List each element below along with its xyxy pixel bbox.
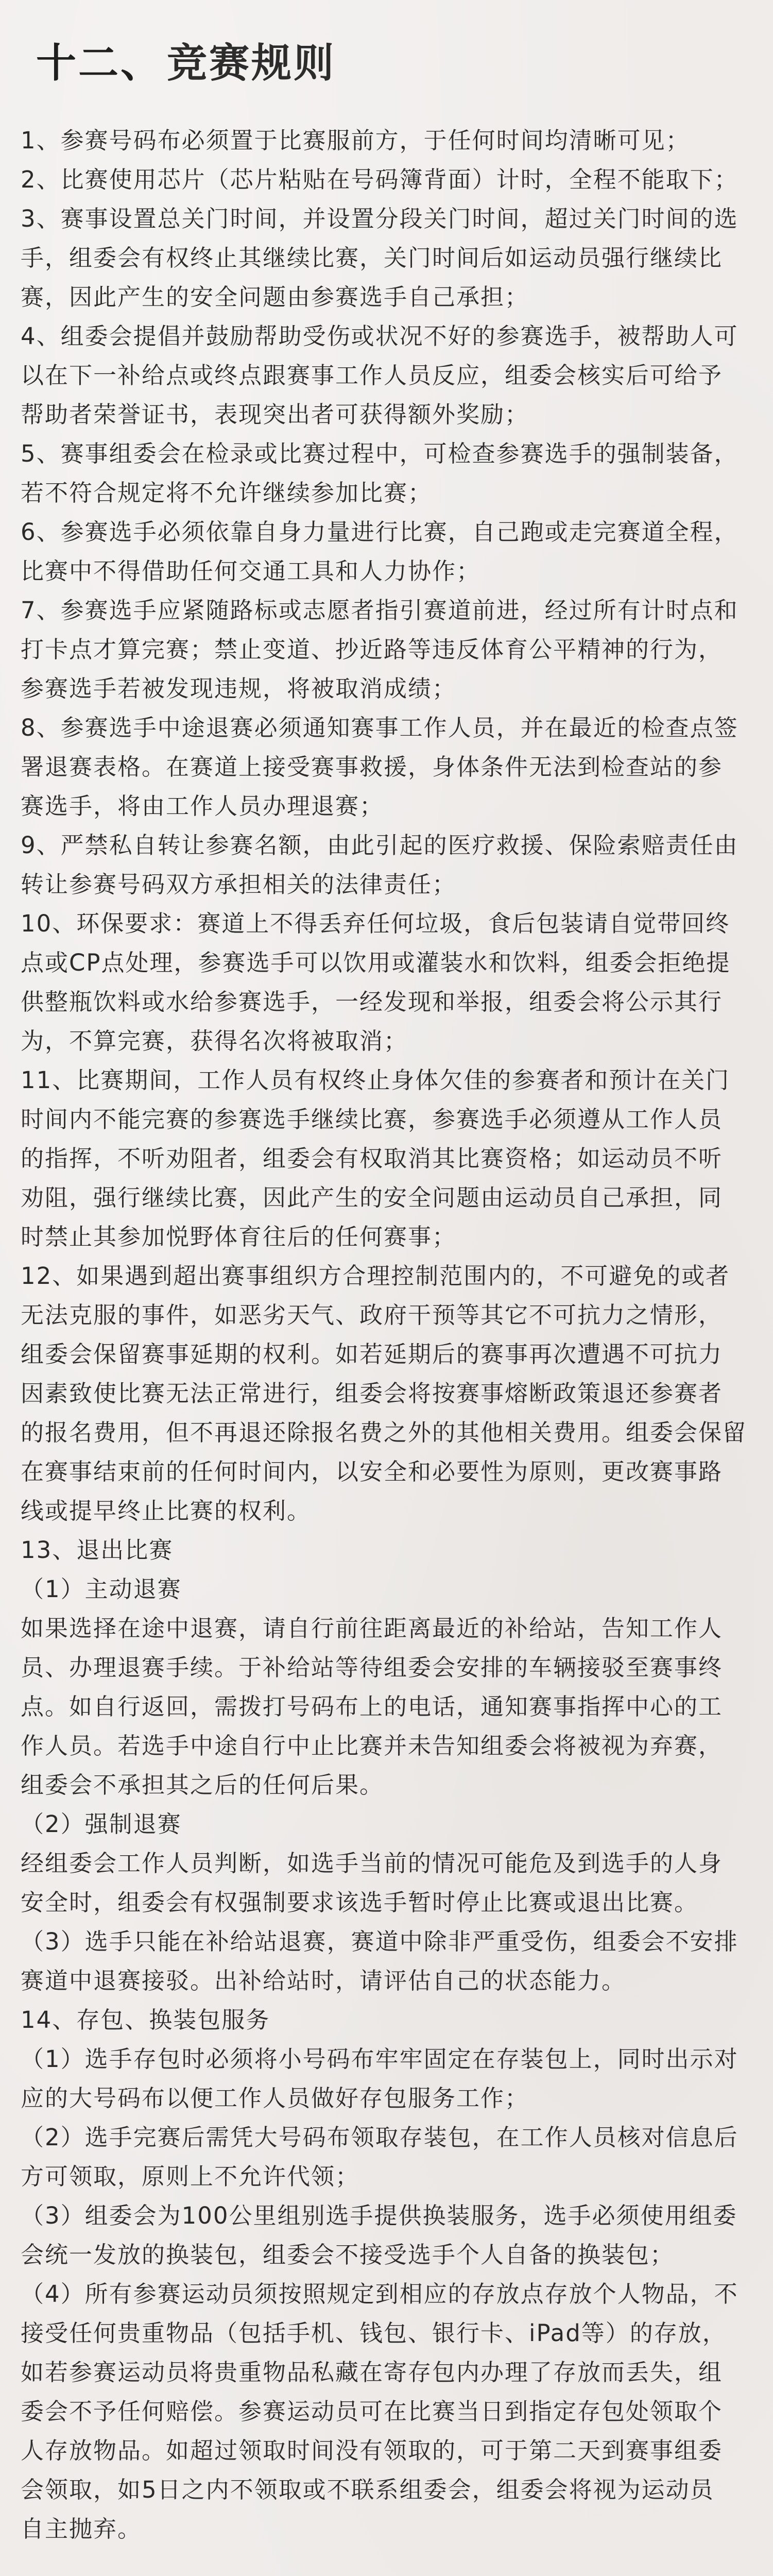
rule-text-line: 9、严禁私自转让参赛名额，由此引起的医疗救援、保险索赔责任由: [21, 832, 738, 859]
rule-text-line: 方可领取，原则上不允许代领；: [21, 2163, 360, 2190]
section-title: 竞赛规则: [167, 31, 336, 89]
rule-text-line: 转让参赛号码双方承担相关的法律责任；: [21, 871, 457, 898]
rule-text-line: 人存放物品。如超过领取时间没有领取的，可于第二天到赛事组委: [21, 2437, 723, 2464]
section-number: 十二、: [36, 40, 163, 87]
rule-text-line: 会统一发放的换装包，组委会不接受选手个人自备的换装包；: [21, 2241, 675, 2268]
rule-text-line: 会领取，如5日之内不领取或不联系组委会，组委会将视为运动员: [21, 2476, 714, 2503]
rule-text-line: 赛，因此产生的安全问题由参赛选手自己承担；: [21, 283, 529, 311]
rule-text-line: 的报名费用，但不再退还除报名费之外的其他相关费用。组委会保留: [21, 1419, 747, 1446]
rule-text-line: 经组委会工作人员判断，如选手当前的情况可能危及到选手的人身: [21, 1850, 723, 1877]
rules-body: [21, 121, 754, 2549]
rule-text-line: 打卡点才算完赛；禁止变道、抄近路等违反体育公平精神的行为，: [21, 636, 723, 663]
rule-text-line: 为，不算完赛，获得名次将被取消；: [21, 1027, 408, 1055]
rule-text-line: 1、参赛号码布必须置于比赛服前方，于任何时间均清晰可见；: [21, 127, 690, 154]
rule-text-line: 组委会不承担其之后的任何后果。: [21, 1771, 384, 1799]
rule-text-line: 12、如果遇到超出赛事组织方合理控制范围内的，不可避免的或者: [21, 1262, 730, 1290]
rule-text-line: （2）强制退赛: [21, 1810, 182, 1838]
rule-text-line: 11、比赛期间，工作人员有权终止身体欠佳的参赛者和预计在关门: [21, 1066, 730, 1094]
rule-text-line: 10、环保要求：赛道上不得丢弃任何垃圾，食后包装请自觉带回终: [21, 910, 730, 937]
rule-text-line: 4、组委会提倡并鼓励帮助受伤或状况不好的参赛选手，被帮助人可: [21, 323, 738, 350]
rule-text-line: 供整瓶饮料或水给参赛选手，一经发现和举报，组委会将公示其行: [21, 988, 723, 1015]
rule-text-line: 以在下一补给点或终点跟赛事工作人员反应，组委会核实后可给予: [21, 362, 723, 389]
rule-text-line: 如果选择在途中退赛，请自行前往距离最近的补给站，告知工作人: [21, 1615, 723, 1642]
rule-text-line: 应的大号码布以便工作人员做好存包服务工作；: [21, 2084, 529, 2112]
rule-text-line: 在赛事结束前的任何时间内，以安全和必要性为原则，更改赛事路: [21, 1458, 723, 1485]
rule-text-line: 比赛中不得借助任何交通工具和人力协作；: [21, 557, 481, 585]
rule-text-line: 点。如自行返回，需拨打号码布上的电话，通知赛事指挥中心的工: [21, 1693, 723, 1720]
rule-text-line: 委会不予任何赔偿。参赛运动员可在比赛当日到指定存包处领取个: [21, 2398, 723, 2425]
rule-text-line: 14、存包、换装包服务: [21, 2006, 270, 2033]
rule-text-line: 13、退出比赛: [21, 1536, 174, 1564]
rule-text-line: （1）选手存包时必须将小号码布牢牢固定在存装包上，同时出示对: [21, 2045, 738, 2073]
rule-text-line: 如若参赛运动员将贵重物品私藏在寄存包内办理了存放而丢失，组: [21, 2359, 723, 2386]
rule-text-line: （3）选手只能在补给站退赛，赛道中除非严重受伤，组委会不安排: [21, 1928, 738, 1955]
rule-text-line: 6、参赛选手必须依靠自身力量进行比赛，自己跑或走完赛道全程，: [21, 518, 738, 546]
section-heading: [36, 32, 336, 89]
rule-text-line: 若不符合规定将不允许继续参加比赛；: [21, 479, 433, 506]
rule-text-line: 帮助者荣誉证书，表现突出者可获得额外奖励；: [21, 401, 529, 428]
rule-text-line: 无法克服的事件，如恶劣天气、政府干预等其它不可抗力之情形，: [21, 1301, 723, 1329]
rule-text-line: 组委会保留赛事延期的权利。如若延期后的赛事再次遭遇不可抗力: [21, 1341, 723, 1368]
rule-text-line: 作人员。若选手中途自行中止比赛并未告知组委会将被视为弃赛，: [21, 1732, 723, 1759]
rule-text-line: 线或提早终止比赛的权利。: [21, 1497, 312, 1524]
rule-text-line: 时禁止其参加悦野体育往后的任何赛事；: [21, 1223, 457, 1250]
rule-text-line: 员、办理退赛手续。于补给站等待组委会安排的车辆接驳至赛事终: [21, 1654, 723, 1681]
rule-text-line: 7、参赛选手应紧随路标或志愿者指引赛道前进，经过所有计时点和: [21, 597, 738, 624]
rule-text-line: 时间内不能完赛的参赛选手继续比赛，参赛选手必须遵从工作人员: [21, 1106, 723, 1133]
rule-text-line: 劝阻，强行继续比赛，因此产生的安全问题由运动员自己承担，同: [21, 1184, 723, 1211]
rule-text-line: （3）组委会为100公里组别选手提供换装服务，选手必须使用组委: [21, 2202, 737, 2229]
rule-text-line: 点或CP点处理，参赛选手可以饮用或灌装水和饮料，组委会拒绝提: [21, 949, 731, 976]
rule-text-line: （2）选手完赛后需凭大号码布领取存装包，在工作人员核对信息后: [21, 2124, 738, 2151]
rule-text-line: 安全时，组委会有权强制要求该选手暂时停止比赛或退出比赛。: [21, 1889, 699, 1916]
rule-text-line: 自主抛弃。: [21, 2515, 142, 2543]
rule-text-line: 赛道中退赛接驳。出补给站时，请评估自己的状态能力。: [21, 1967, 626, 1994]
rule-text-line: 2、比赛使用芯片（芯片粘贴在号码簿背面）计时，全程不能取下；: [21, 166, 738, 193]
rule-text-line: 3、赛事设置总关门时间，并设置分段关门时间，超过关门时间的选: [21, 205, 738, 232]
rule-text-line: 署退赛表格。在赛道上接受赛事救援，身体条件无法到检查站的参: [21, 753, 723, 781]
rule-text-line: （4）所有参赛运动员须按照规定到相应的存放点存放个人物品，不: [21, 2280, 738, 2308]
rule-text-line: （1）主动退赛: [21, 1575, 182, 1603]
rule-text-line: 接受任何贵重物品（包括手机、钱包、银行卡、iPad等）的存放，: [21, 2319, 727, 2347]
rule-text-line: 的指挥，不听劝阻者，组委会有权取消其比赛资格；如运动员不听: [21, 1145, 723, 1172]
rule-text-line: 手，组委会有权终止其继续比赛，关门时间后如运动员强行继续比: [21, 244, 723, 272]
rule-text-line: 因素致使比赛无法正常进行，组委会将按赛事熔断政策退还参赛者: [21, 1380, 723, 1407]
rule-text-line: 8、参赛选手中途退赛必须通知赛事工作人员，并在最近的检查点签: [21, 714, 738, 741]
rule-text-line: 参赛选手若被发现违规，将被取消成绩；: [21, 675, 457, 702]
rule-text-line: 5、赛事组委会在检录或比赛过程中，可检查参赛选手的强制装备，: [21, 440, 738, 467]
rule-text-line: 赛选手，将由工作人员办理退赛；: [21, 792, 384, 820]
